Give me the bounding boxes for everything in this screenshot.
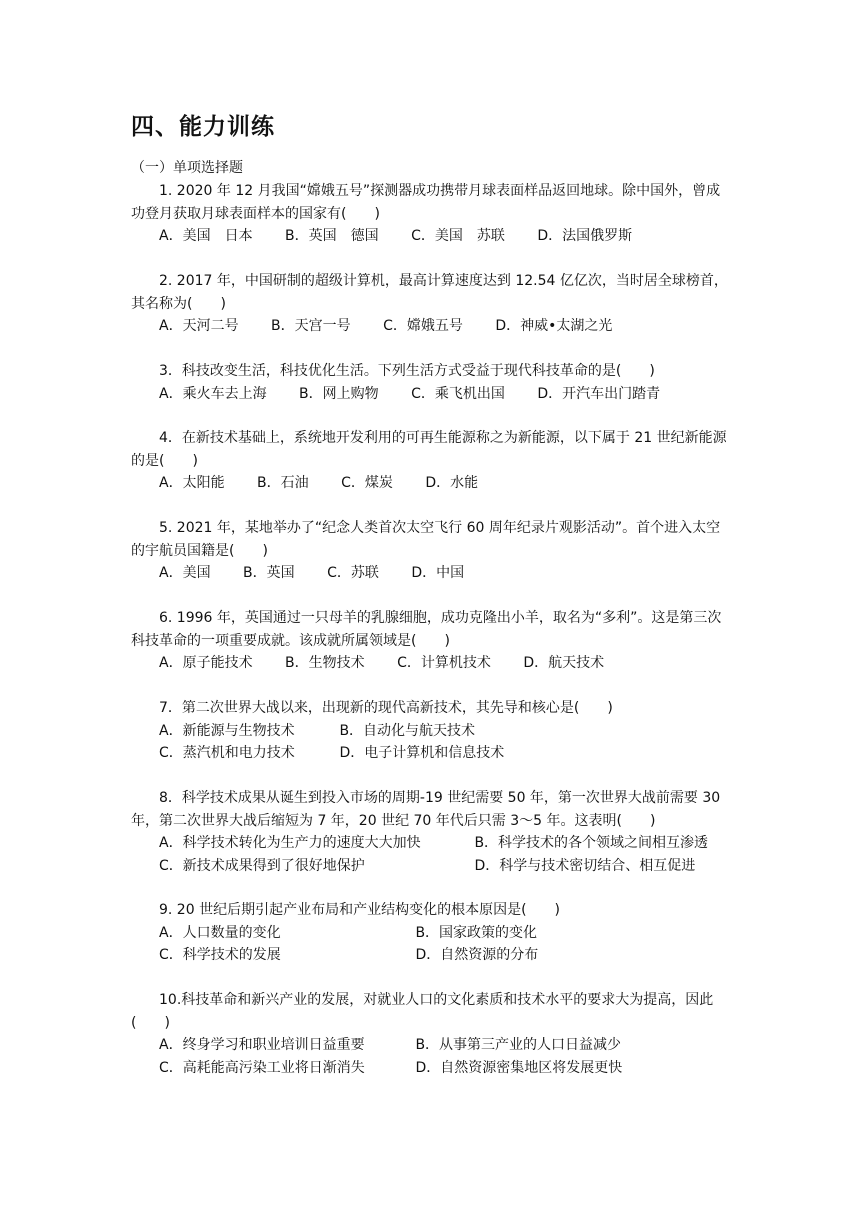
option-a[interactable]: A．天河二号	[159, 318, 239, 334]
question-6-options	[131, 652, 731, 675]
question-10-stem: 10.科技革命和新兴产业的发展，对就业人口的文化素质和技术水平的要求大为提高，因此( )	[131, 992, 714, 1031]
question-10-options-row-2	[131, 1057, 731, 1080]
question-2-options	[131, 315, 731, 338]
question-7-stem: 7．第二次世界大战以来，出现新的现代高新技术，其先导和核心是( )	[159, 700, 613, 716]
option-a[interactable]: A．科学技术转化为生产力的速度大大加快	[159, 835, 421, 851]
question-3	[131, 360, 731, 405]
question-6	[131, 607, 731, 675]
option-c[interactable]: C．科学技术的发展	[159, 947, 281, 963]
question-1-stem: 1. 2020 年 12 月我国“嫦娥五号”探测器成功携带月球表面样品返回地球。除中国外，曾成功登月获取月球表面样本的国家有( )	[131, 183, 721, 222]
option-b[interactable]: B．科学技术的各个领域之间相互渗透	[474, 835, 709, 851]
option-b[interactable]: B．英国	[243, 565, 295, 581]
question-5-options	[131, 562, 731, 585]
option-d[interactable]: D．自然资源的分布	[415, 947, 539, 963]
question-2-stem: 2. 2017 年，中国研制的超级计算机，最高计算速度达到 12.54 亿亿次，当时居全球榜首，其名称为( )	[131, 273, 728, 312]
option-a[interactable]: A．乘火车去上海	[159, 385, 267, 402]
question-9	[131, 899, 731, 967]
option-c[interactable]: C．煤炭	[341, 475, 393, 491]
option-b[interactable]: B．天宫一号	[271, 318, 351, 334]
option-c[interactable]: C．高耗能高污染工业将日渐消失	[159, 1059, 365, 1076]
option-c[interactable]: C．乘飞机出国	[411, 385, 505, 402]
question-8-options-row-1	[131, 832, 731, 855]
page-title: 四、能力训练	[131, 114, 275, 140]
question-1-options	[131, 225, 731, 248]
question-10-options-row-1	[131, 1034, 731, 1057]
question-5	[131, 517, 731, 585]
option-d[interactable]: D．科学与技术密切结合、相互促进	[474, 857, 696, 874]
question-8-options-row-2	[131, 855, 731, 878]
question-6-stem: 6. 1996 年，英国通过一只母羊的乳腺细胞，成功克隆出小羊，取名为“多利”。这是第三次科技革命的一项重要成就。该成就所属领域是( )	[131, 610, 722, 649]
option-d[interactable]: D．水能	[425, 475, 479, 491]
option-b[interactable]: B．生物技术	[285, 655, 365, 671]
option-b[interactable]: B．国家政策的变化	[415, 924, 538, 941]
question-4-options	[131, 472, 731, 495]
option-d[interactable]: D．开汽车出门踏青	[537, 385, 661, 402]
option-d[interactable]: D．神威•太湖之光	[495, 318, 613, 334]
option-a[interactable]: A．美国 日本	[159, 228, 253, 244]
option-a[interactable]: A．终身学习和职业培训日益重要	[159, 1037, 365, 1053]
option-a[interactable]: A．原子能技术	[159, 655, 253, 671]
option-d[interactable]: D．自然资源密集地区将发展更快	[415, 1059, 623, 1076]
option-c[interactable]: C．嫦娥五号	[383, 318, 463, 334]
option-a[interactable]: A．美国	[159, 565, 211, 581]
option-a[interactable]: A．太阳能	[159, 475, 225, 491]
question-10	[131, 989, 731, 1079]
option-b[interactable]: B．自动化与航天技术	[339, 722, 476, 739]
option-d[interactable]: D．中国	[411, 565, 465, 581]
option-a[interactable]: A．新能源与生物技术	[159, 722, 295, 739]
option-b[interactable]: B．从事第三产业的人口日益减少	[415, 1037, 622, 1053]
option-d[interactable]: D．法国俄罗斯	[537, 228, 633, 244]
question-4	[131, 427, 731, 495]
question-1	[131, 180, 731, 248]
question-2	[131, 270, 731, 338]
question-7-options-row-2	[131, 742, 731, 765]
question-9-options-row-2	[131, 944, 731, 967]
option-a[interactable]: A．人口数量的变化	[159, 924, 281, 941]
question-9-stem: 9. 20 世纪后期引起产业布局和产业结构变化的根本原因是( )	[159, 902, 560, 918]
option-d[interactable]: D．航天技术	[523, 655, 605, 671]
question-3-options	[131, 383, 731, 406]
option-c[interactable]: C．蒸汽机和电力技术	[159, 745, 295, 761]
option-c[interactable]: C．苏联	[327, 565, 379, 581]
option-c[interactable]: C．美国 苏联	[411, 228, 505, 244]
question-8-stem: 8．科学技术成果从诞生到投入市场的周期-19 世纪需要 50 年，第一次世界大战前需要 30 年，第二次世界大战后缩短为 7 年，20 世纪 70 年代后只需 3～5 年。这表明( )	[131, 790, 721, 829]
question-4-stem: 4．在新技术基础上，系统地开发利用的可再生能源称之为新能源，以下属于 21 世纪新能源的是( )	[131, 430, 727, 469]
option-d[interactable]: D．电子计算机和信息技术	[339, 745, 505, 761]
option-b[interactable]: B．英国 德国	[285, 228, 379, 244]
option-b[interactable]: B．石油	[257, 475, 309, 491]
section-title: （一）单项选择题	[131, 160, 243, 176]
question-3-stem: 3．科技改变生活，科技优化生活。下列生活方式受益于现代科技革命的是( )	[159, 363, 655, 379]
question-8	[131, 787, 731, 877]
question-7	[131, 697, 731, 765]
option-b[interactable]: B．网上购物	[299, 385, 379, 402]
question-9-options-row-1	[131, 922, 731, 945]
option-c[interactable]: C．新技术成果得到了很好地保护	[159, 857, 365, 874]
option-c[interactable]: C．计算机技术	[397, 655, 491, 671]
question-5-stem: 5. 2021 年，某地举办了“纪念人类首次太空飞行 60 周年纪录片观影活动”。首个进入太空的宇航员国籍是( )	[131, 520, 721, 559]
question-7-options-row-1	[131, 720, 731, 743]
